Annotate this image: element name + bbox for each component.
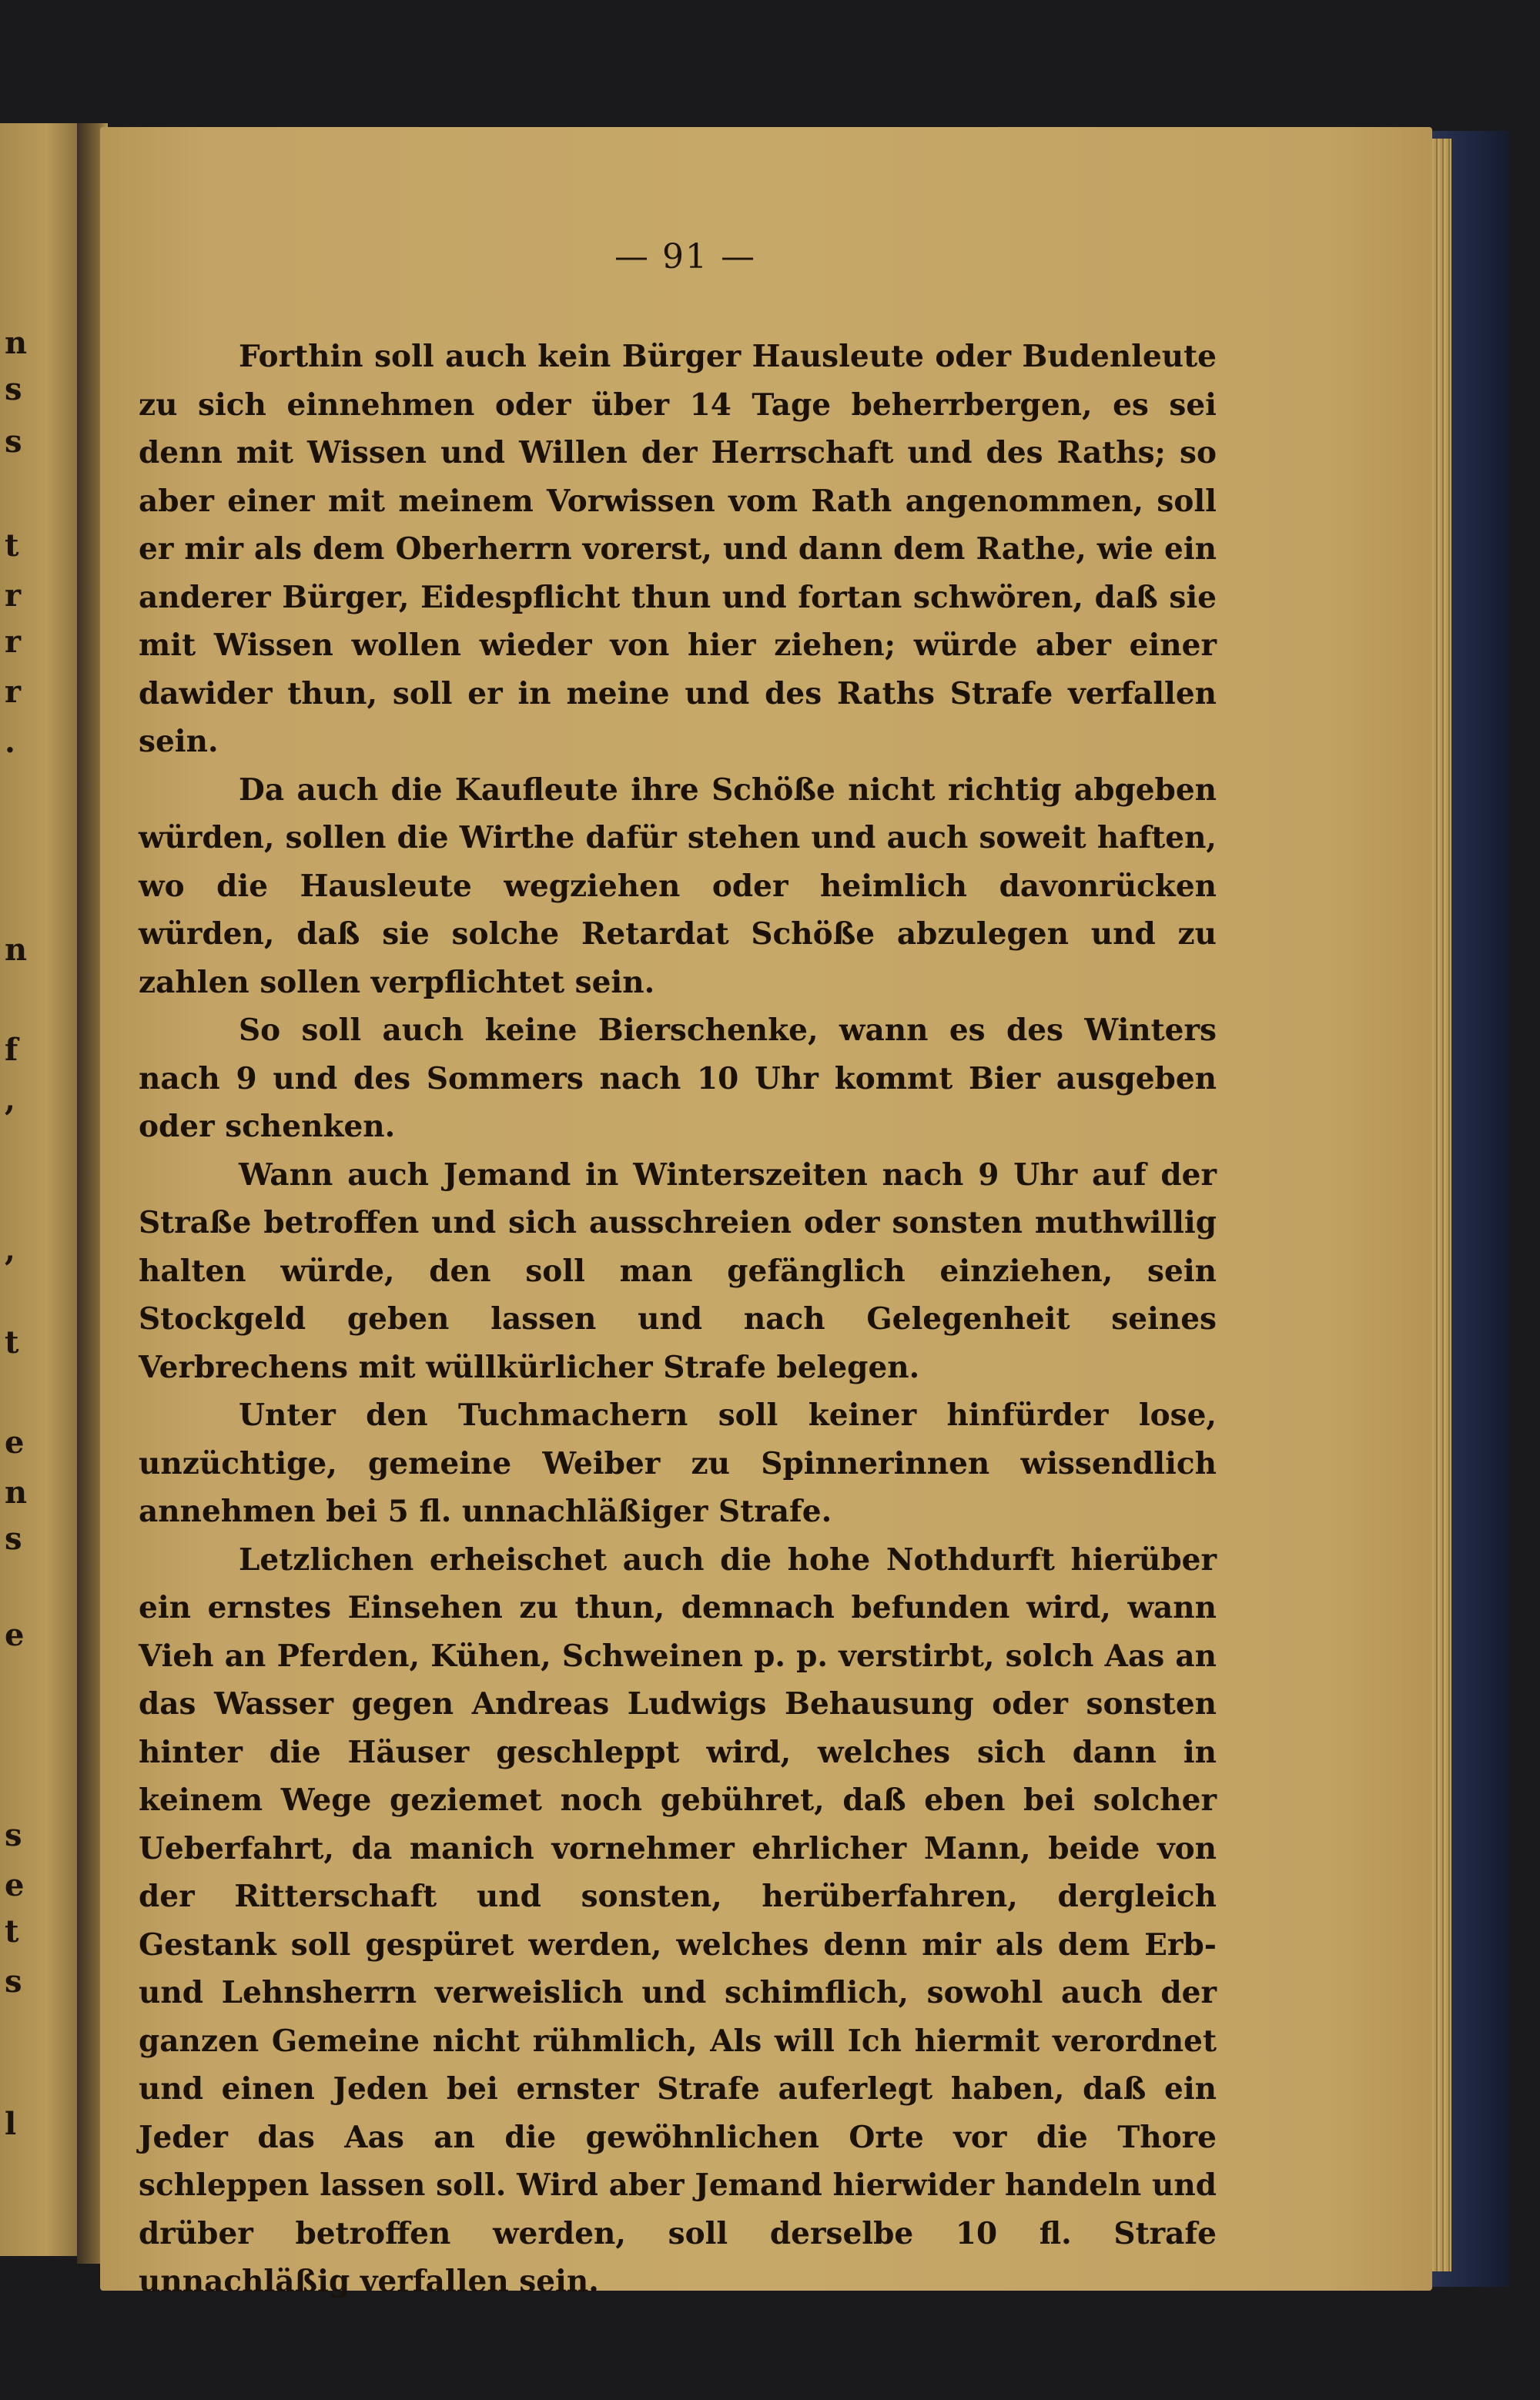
paragraph: Unter den Tuchmachern soll keiner hinfürder lose, unzüchtige, gemeine Weiber zu Spinnerinnen wissendlich annehmen bei 5 fl. unnachläßiger Strafe.	[139, 1397, 1217, 1529]
facing-page-fragment: r	[5, 624, 22, 660]
facing-page-fragment: r	[5, 674, 22, 710]
paragraph: Letzlichen erheischet auch die hohe Nothdurft hierüber ein ernstes Einsehen zu thun, demnach befunden wird, wann Vieh an Pferden, Kühen, Schweinen p. p. verstirbt, solch Aas an das Wasser gegen Andreas Ludwigs Behausung oder sonsten hinter die Häuser geschleppt wird, welches sich dann in keinem Wege geziemet noch gebühret, daß eben bei solcher Ueberfahrt, da manich vornehmer ehrlicher Mann, beide von der Ritterschaft und sonsten, herüberfahren, dergleich Gestank soll gespüret werden, welches denn mir als dem Erb- und Lehnsherrn verweislich und schimflich, sowohl auch der ganzen Gemeine nicht rühmlich, Als will Ich hiermit verordnet und einen Jeden bei ernster Strafe auferlegt haben, daß ein Jeder das Aas an die gewöhnlichen Orte vor die Thore schleppen lassen soll. Wird aber Jemand hierwider handeln und drüber betroffen werden, soll derselbe 10 fl. Strafe unnachläßig verfallen sein.	[139, 1541, 1217, 2299]
facing-page-fragment: .	[5, 724, 15, 760]
facing-page-fragment: s	[5, 1963, 22, 2000]
facing-page-fragment: s	[5, 1521, 22, 1557]
facing-page-fragment: t	[5, 1913, 19, 1950]
facing-page-fragment: s	[5, 1817, 22, 1853]
facing-page-fragment: ,	[5, 1082, 15, 1118]
paragraph: Wann auch Jemand in Winterszeiten nach 9 Uhr auf der Straße betroffen und sich ausschreien oder sonsten muthwillig halten würde, den soll man gefänglich einziehen, sein Stockgeld geben lassen und nach Gelegenheit seines Verbrechens mit wüllkürlicher Strafe belegen.	[139, 1156, 1217, 1385]
facing-page-fragment: ,	[5, 1232, 15, 1268]
facing-page-fragment: n	[5, 1474, 28, 1511]
facing-page-fragment: n	[5, 932, 28, 968]
page-body-text	[139, 333, 1217, 2306]
facing-page-strip	[0, 123, 82, 2256]
facing-page-fragment: f	[5, 1032, 18, 1068]
facing-page-fragment: s	[5, 423, 22, 460]
paragraph: Forthin soll auch kein Bürger Hausleute oder Budenleute zu sich einnehmen oder über 14 Tage beherrbergen, es sei denn mit Wissen und Willen der Herrschaft und des Raths; so aber einer mit meinem Vorwissen vom Rath angenommen, soll er mir als dem Oberherrn vorerst, und dann dem Rathe, wie ein anderer Bürger, Eidespflicht thun und fortan schwören, daß sie mit Wissen wollen wieder von hier ziehen; würde aber einer dawider thun, soll er in meine und des Raths Strafe verfallen sein.	[139, 339, 1217, 759]
paragraph: So soll auch keine Bierschenke, wann es des Winters nach 9 und des Sommers nach 10 Uhr kommt Bier ausgeben oder schenken.	[139, 1013, 1217, 1144]
facing-page-fragment: t	[5, 527, 19, 564]
facing-page-fragment: e	[5, 1867, 25, 1903]
facing-page-fragment: s	[5, 371, 22, 407]
facing-page-fragment: t	[5, 1324, 19, 1361]
facing-page-fragment: l	[5, 2106, 17, 2142]
facing-page-fragment: e	[5, 1617, 25, 1653]
facing-page-fragment: e	[5, 1424, 25, 1461]
paragraph: Da auch die Kaufleute ihre Schöße nicht richtig abgeben würden, sollen die Wirthe dafür stehen und auch soweit haften, wo die Hausleute wegziehen oder heimlich davonrücken würden, daß sie solche Retardat Schöße abzulegen und zu zahlen sollen verpflichtet sein.	[139, 772, 1217, 1000]
facing-page-fragment: n	[5, 325, 28, 361]
page-number: — 91 —	[614, 237, 756, 276]
facing-page-fragment: r	[5, 577, 22, 614]
